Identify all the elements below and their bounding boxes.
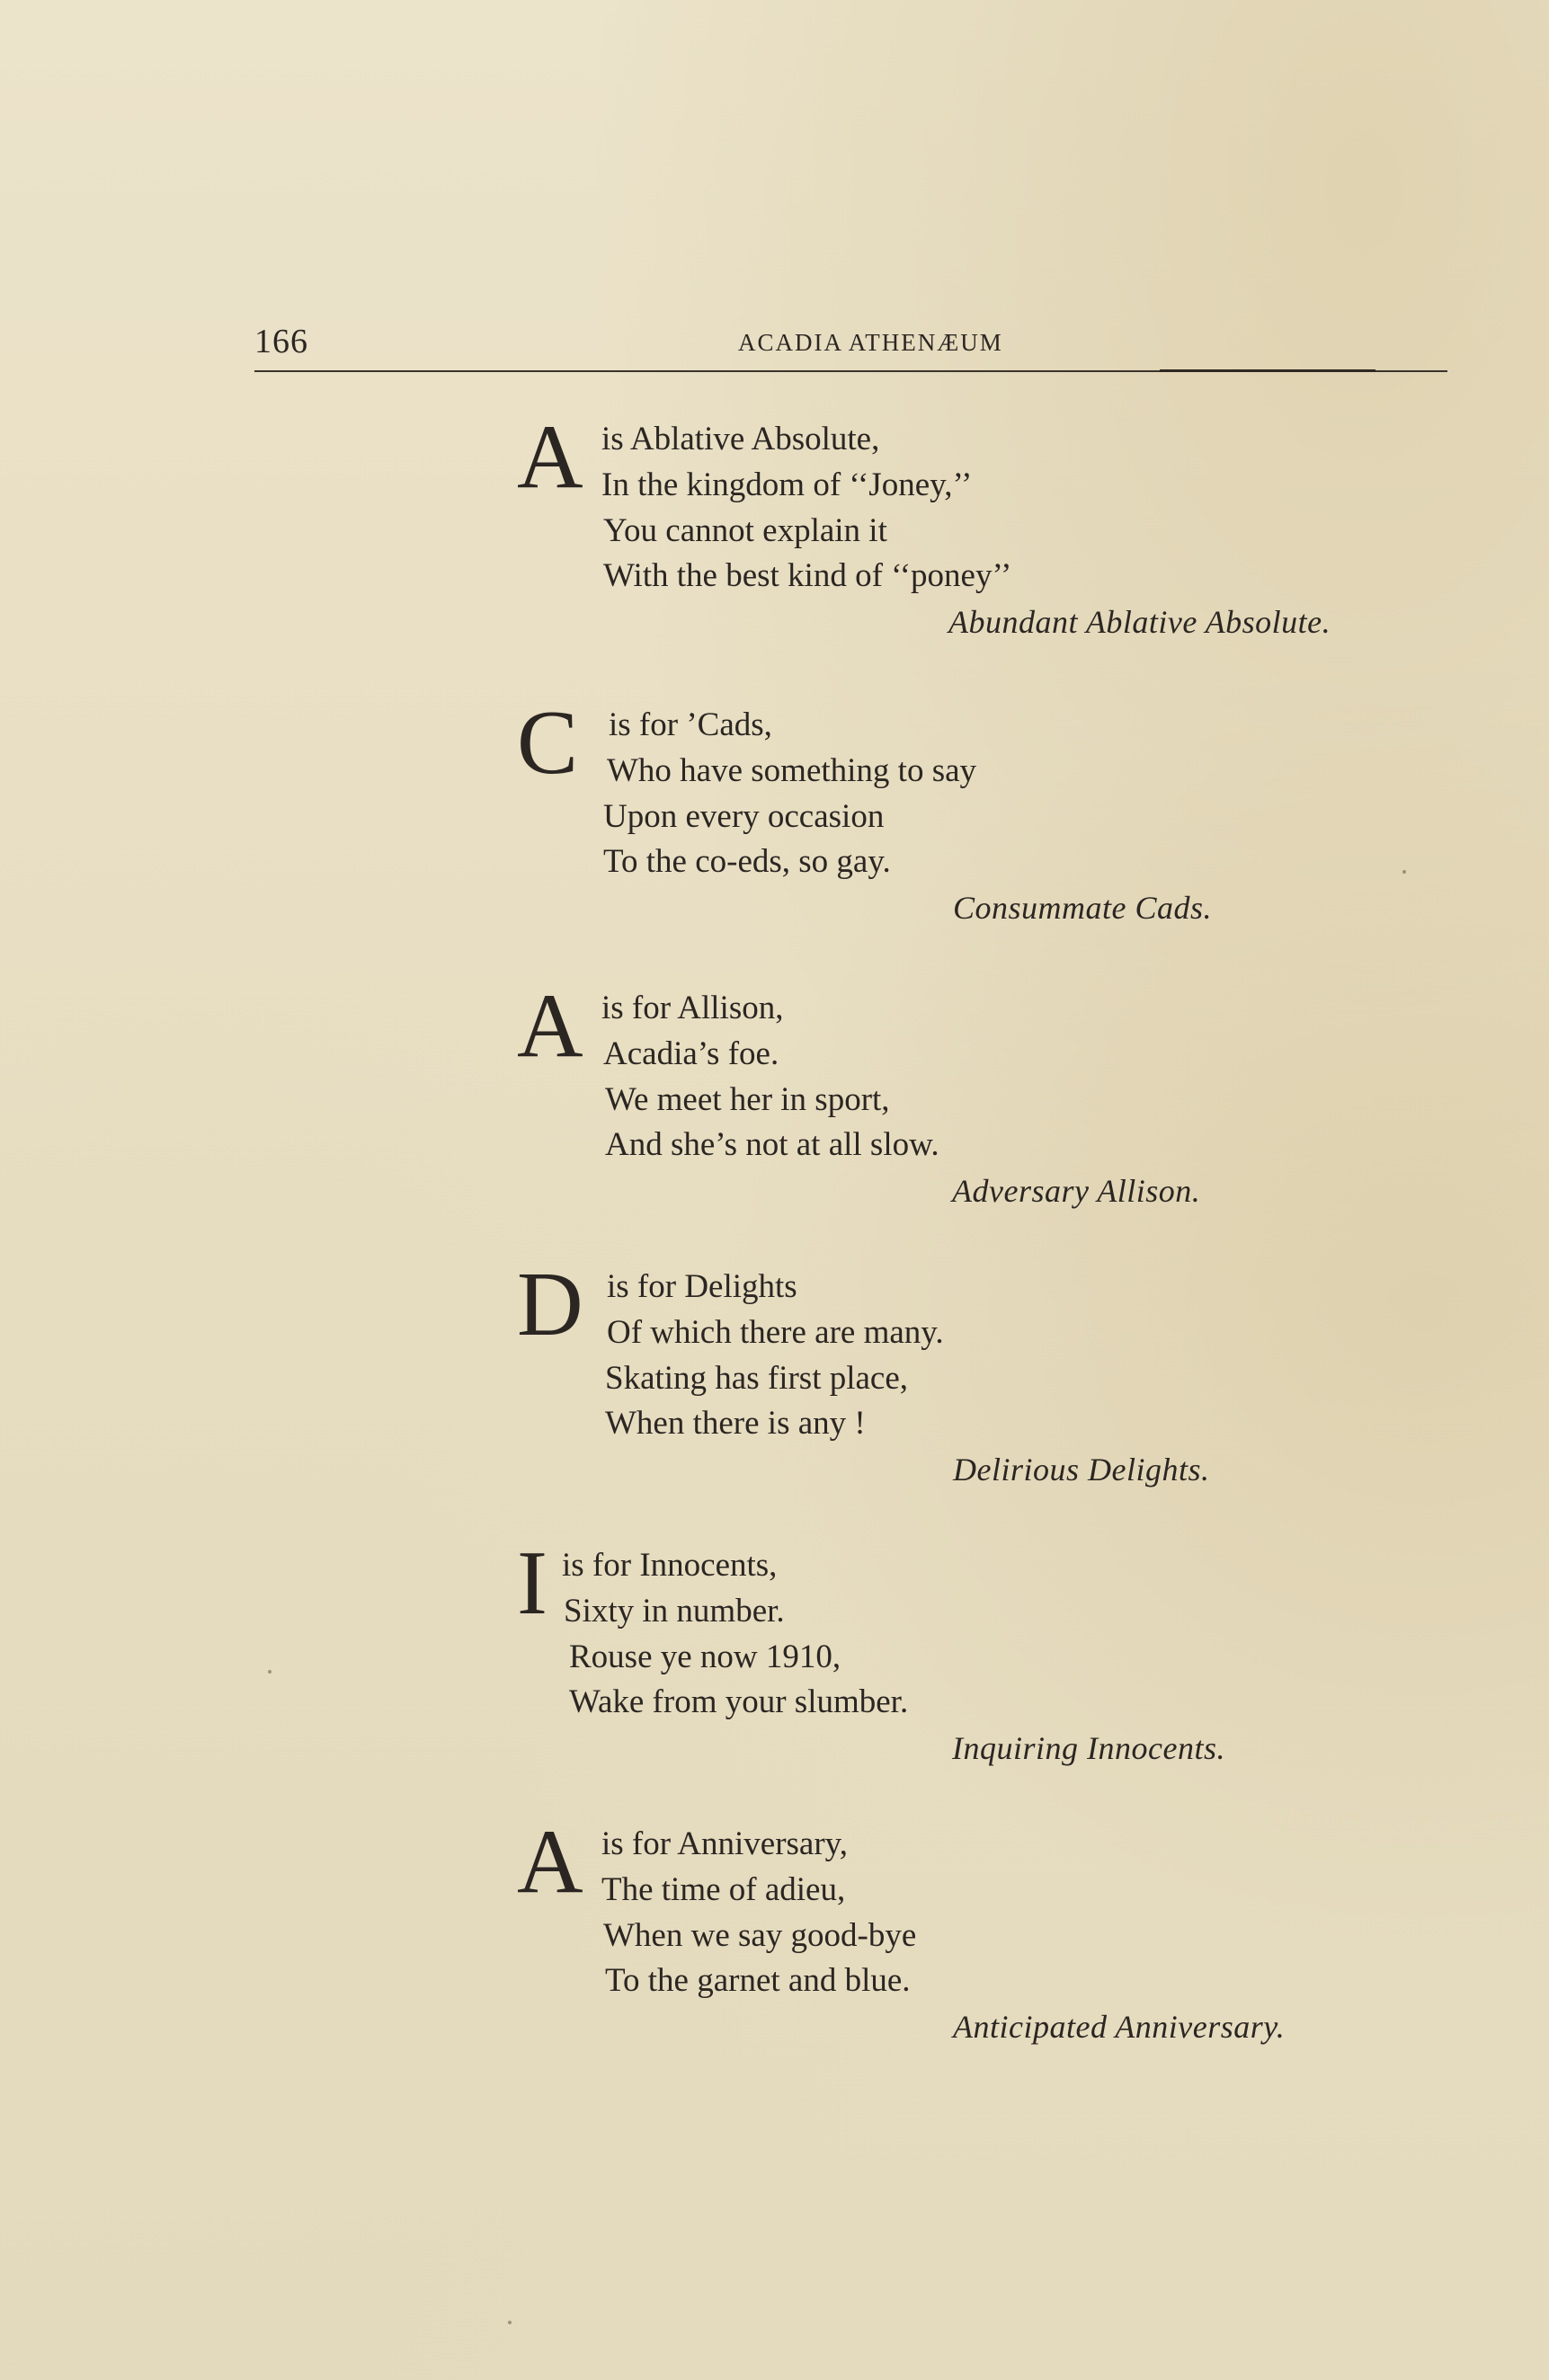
stanza-line: Who have something to say <box>607 752 977 789</box>
stanza-line: When there is any ! <box>605 1405 866 1442</box>
stanza-signature: Consummate Cads. <box>953 890 1213 926</box>
stanza-signature: Abundant Ablative Absolute. <box>948 604 1331 640</box>
stanza-line: Rouse ye now 1910, <box>569 1638 841 1675</box>
paper-speck <box>508 2321 512 2324</box>
stanza-signature: Adversary Allison. <box>952 1173 1201 1209</box>
running-title: ACADIA ATHENÆUM <box>738 329 1003 356</box>
stanza-line: To the co-eds, so gay. <box>603 843 891 880</box>
stanza-signature: Delirious Delights. <box>953 1452 1210 1488</box>
stanza-line: In the kingdom of ‘‘Joney,’’ <box>601 466 973 503</box>
stanza-line: You cannot explain it <box>603 512 887 549</box>
stanza-line: is for ’Cads, <box>609 706 772 743</box>
stanza-line: And she’s not at all slow. <box>605 1126 939 1163</box>
stanza-line: Skating has first place, <box>605 1360 909 1397</box>
stanza-line: is for Delights <box>607 1268 797 1305</box>
paper-speck <box>1402 870 1406 874</box>
stanza-line: The time of adieu, <box>601 1871 846 1908</box>
stanza-line: Sixty in number. <box>564 1593 785 1630</box>
stanza-line: is for Anniversary, <box>601 1825 849 1862</box>
stanza-line: is for Innocents, <box>562 1547 778 1584</box>
drop-cap: C <box>517 692 579 794</box>
page-number: 166 <box>254 323 308 360</box>
stanza-line: When we say good-bye <box>603 1917 917 1954</box>
stanza-line: Wake from your slumber. <box>569 1683 909 1720</box>
drop-cap: A <box>517 406 583 508</box>
stanza-signature: Anticipated Anniversary. <box>953 2009 1286 2045</box>
stanza-line: To the garnet and blue. <box>605 1962 911 1999</box>
stanza-signature: Inquiring Innocents. <box>952 1730 1225 1766</box>
stanza-line: Upon every occasion <box>603 798 885 835</box>
stanza-line: With the best kind of ‘‘poney’’ <box>603 557 1012 594</box>
stanza-line: Of which there are many. <box>607 1314 944 1351</box>
drop-cap: I <box>517 1532 547 1634</box>
drop-cap: A <box>517 1811 583 1913</box>
stanza-line: is for Allison, <box>601 990 784 1026</box>
drop-cap: A <box>517 975 583 1077</box>
header-rule <box>254 370 1447 372</box>
drop-cap: D <box>517 1254 583 1355</box>
stanza-line: We meet her in sport, <box>605 1081 890 1118</box>
stanza-line: is Ablative Absolute, <box>601 421 880 457</box>
stanza-line: Acadia’s foe. <box>603 1035 779 1072</box>
paper-speck <box>268 1670 272 1674</box>
